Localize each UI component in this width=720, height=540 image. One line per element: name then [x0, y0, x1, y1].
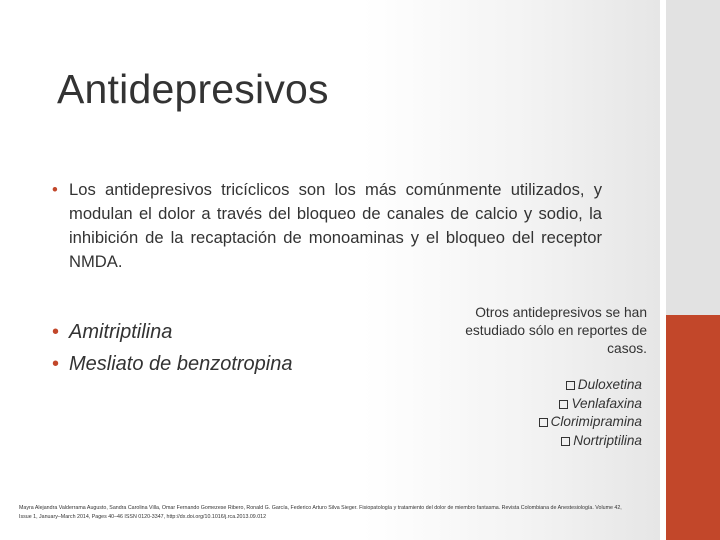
- drug-list: [52, 316, 292, 380]
- other-drug-name: Duloxetina: [577, 377, 642, 392]
- right-sidebar: [666, 0, 720, 540]
- other-drugs-list: [470, 376, 642, 450]
- main-bullet-text: Los antidepresivos tricíclicos son los más comúnmente utilizados, y modulan el dolor a través del bloqueo de canales de calcio y sodio, la inhibición de la recaptación de monoaminas y el bloqueo del receptor NMDA.: [69, 180, 602, 271]
- other-drug-item: [470, 376, 642, 395]
- other-drug-name: Clorimipramina: [550, 414, 642, 429]
- other-drug-item: [470, 432, 642, 451]
- bullet-icon: •: [52, 180, 58, 199]
- drug-item: [52, 348, 292, 380]
- slide-title: Antidepresivos: [57, 66, 329, 112]
- main-bullet-list: [52, 178, 602, 274]
- drug-name: Amitriptilina: [69, 321, 173, 343]
- main-bullet-item: [52, 178, 602, 274]
- citation-reference: Mayra Alejandra Valderrama Augusto, Sandra Carolina Villa, Omar Fernando Gomezese Ribero, Ronald G. García, Federico Arturo Silva Sieger. Fisiopatología y tratamiento del dolor de miembro fantasma. Revista Colombiana de Anestesiología. Volume 42, Issue 1, January–March 2014, Pages 40–46 ISSN 0120-3347, http://dx.doi.org/10.1016/j.rca.2013.09.012: [19, 505, 622, 520]
- other-drug-name: Venlafaxina: [571, 395, 642, 411]
- checkbox-square-icon: [539, 418, 548, 427]
- checkbox-square-icon: [559, 400, 568, 409]
- checkbox-square-icon: [566, 381, 575, 390]
- other-drug-name: Nortriptilina: [573, 432, 642, 448]
- other-drug-item: [470, 413, 642, 432]
- sidebar-gray-block: [666, 0, 720, 315]
- sidebar-accent-block: [666, 315, 720, 540]
- other-drug-item: [470, 395, 642, 414]
- bullet-icon: •: [52, 321, 60, 343]
- bullet-icon: •: [52, 353, 60, 375]
- checkbox-square-icon: [561, 437, 570, 446]
- other-antidepressants-note: Otros antidepresivos se han estudiado sólo en reportes de casos.: [465, 305, 647, 356]
- drug-name: Mesliato de benzotropina: [69, 353, 293, 375]
- drug-item: [52, 316, 292, 348]
